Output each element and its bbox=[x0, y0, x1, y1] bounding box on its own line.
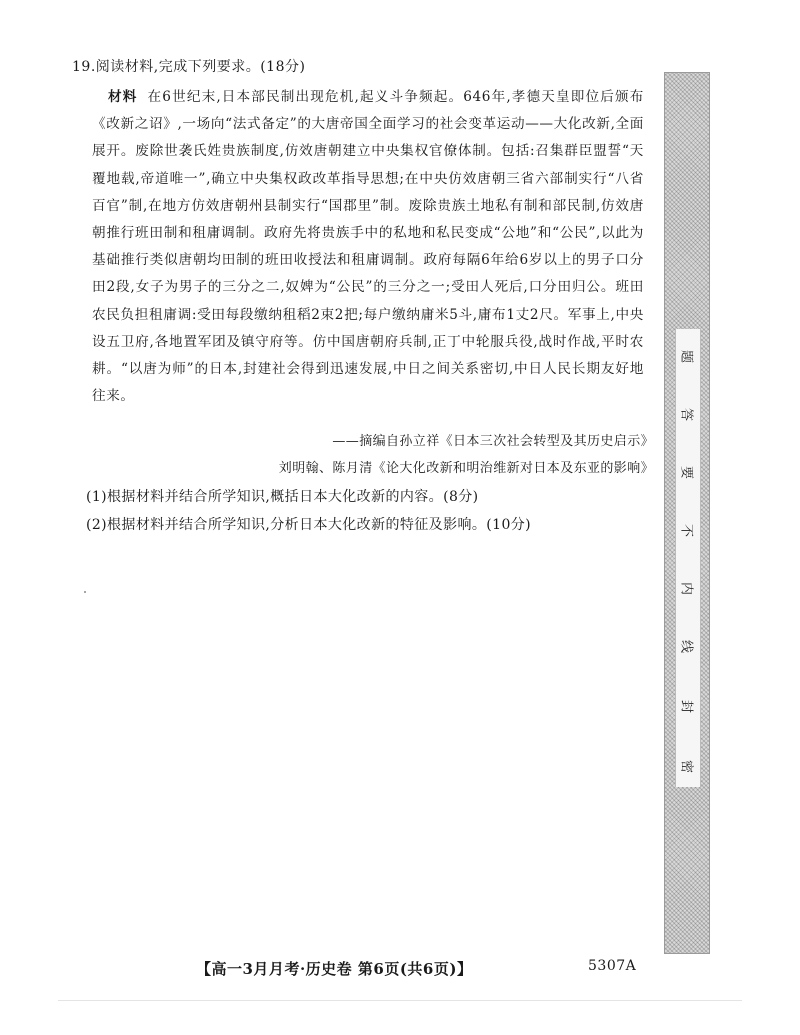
material-lead: 材料 bbox=[108, 89, 138, 105]
material-body: 在6世纪末,日本部民制出现危机,起义斗争频起。646年,孝德天皇即位后颁布《改新之诏》,一场向“法式备定”的大唐帝国全面学习的社会变革运动——大化改新,全面展开。废除世袭氏姓贵族制度,仿效唐朝建立中央集权官僚体制。包括:召集群臣盟誓“天覆地载,帝道唯一”,确立中央集权政改革指导思想;在中央仿效唐朝三省六部制实行“八省百官”制,在地方仿效唐朝州县制实行“国郡里”制。废除贵族土地私有制和部民制,仿效唐朝推行班田制和租庸调制。政府先将贵族手中的私地和私民变成“公地”和“公民”,以此为基础推行类似唐朝均田制的班田收授法和租庸调制。政府每隔6年给6岁以上的男子口分田2段,女子为男子的三分之二,奴婢为“公民”的三分之一;受田人死后,口分田归公。班田农民负担租庸调:受田每段缴纳租稻2束2把;每户缴纳庸米5斗,庸布1丈2尺。军事上,中央设五卫府,各地置军团及镇守府等。仿中国唐朝府兵制,正丁中轮服兵役,战时作战,平时农耕。“以唐为师”的日本,封建社会得到迅速发展,中日之间关系密切,中日人民长期友好地往来。 bbox=[92, 89, 645, 405]
source-citation-2: 刘明翰、陈月清《论大化改新和明治维新对日本及东亚的影响》 bbox=[278, 461, 654, 476]
scan-edge-line bbox=[58, 1000, 742, 1001]
material-passage bbox=[92, 84, 644, 410]
seal-char: 答 bbox=[678, 407, 694, 421]
seal-line-strip bbox=[664, 72, 710, 954]
seal-char: 密 bbox=[678, 759, 694, 773]
seal-char: 封 bbox=[678, 699, 694, 713]
seal-char: 内 bbox=[678, 581, 694, 595]
source-citation-1: ——摘编自孙立祥《日本三次社会转型及其历史启示》 bbox=[332, 434, 654, 449]
requirement-2: (2)根据材料并结合所学知识,分析日本大化改新的特征及影响。(10分) bbox=[86, 517, 532, 533]
seal-text-panel bbox=[675, 329, 701, 787]
seal-char: 要 bbox=[678, 465, 694, 479]
scan-speck bbox=[84, 591, 86, 593]
paper-code: 5307A bbox=[588, 958, 637, 974]
seal-char: 题 bbox=[678, 349, 694, 363]
requirement-1: (1)根据材料并结合所学知识,概括日本大化改新的内容。(8分) bbox=[86, 489, 479, 505]
seal-char: 线 bbox=[678, 639, 694, 653]
page-footer: 【高一3月月考·历史卷 第6页(共6页)】 bbox=[196, 960, 473, 978]
question-title: 19.阅读材料,完成下列要求。(18分) bbox=[72, 59, 306, 75]
seal-char: 不 bbox=[678, 523, 694, 537]
